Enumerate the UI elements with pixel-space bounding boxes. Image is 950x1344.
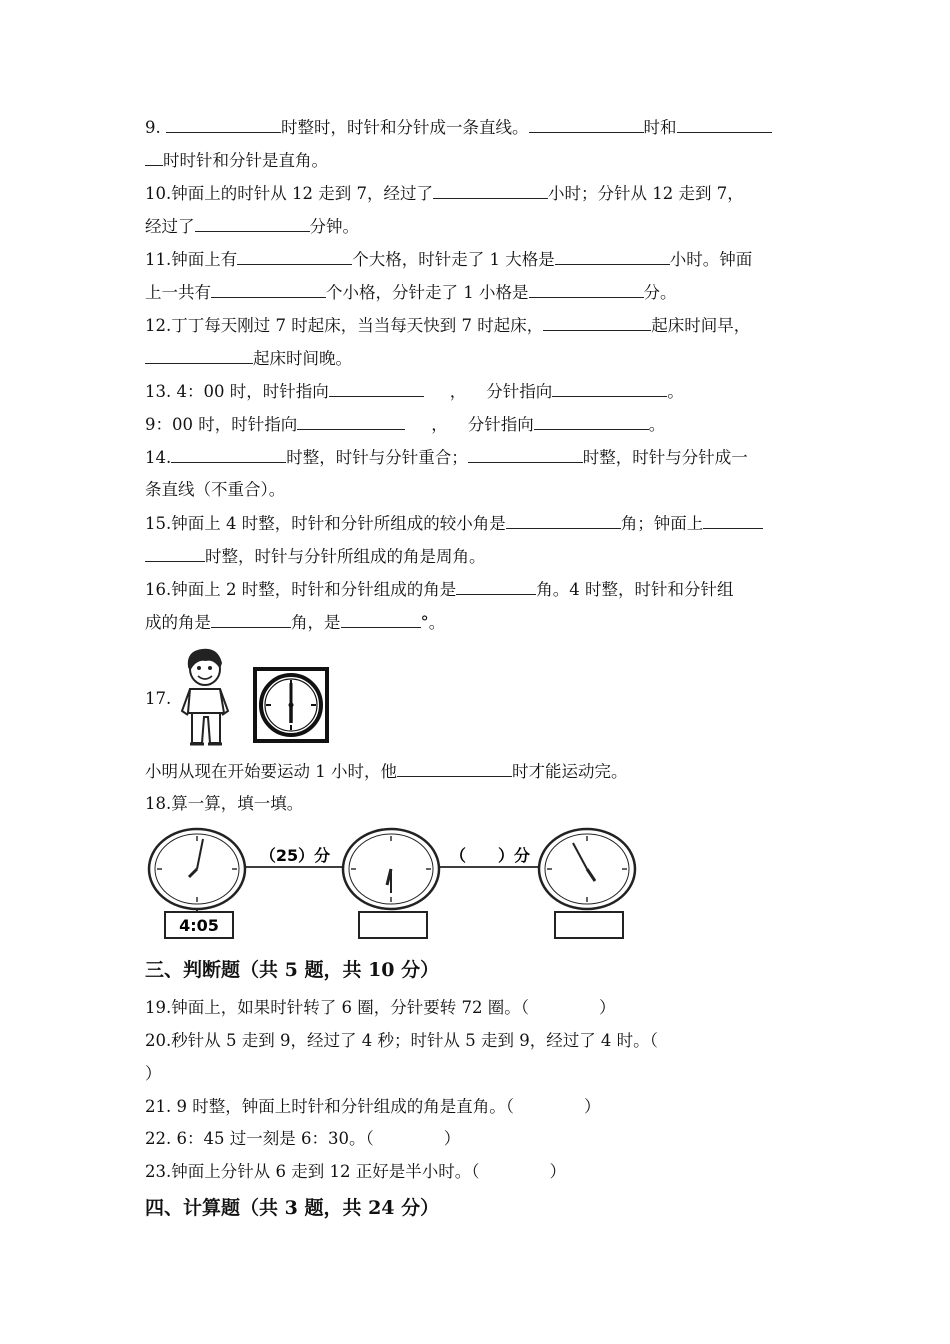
answer-blank[interactable]	[297, 413, 405, 430]
boy-icon	[178, 645, 238, 748]
question-text: 23.钟面上分针从 6 走到 12 正好是半小时。（	[145, 1162, 480, 1181]
paren-close: ）	[583, 1097, 601, 1116]
answer-blank[interactable]	[329, 380, 424, 397]
answer-blank[interactable]	[555, 248, 670, 265]
answer-blank[interactable]	[211, 611, 291, 628]
question-text: 分针指向	[467, 415, 534, 434]
paren-close: ）	[443, 1129, 461, 1148]
question-text: 条直线（不重合）。	[145, 480, 286, 499]
question-11-line-2	[145, 281, 677, 304]
question-text: 21. 9 时整，钟面上时针和分针组成的角是直角。（	[145, 1097, 514, 1116]
answer-blank[interactable]	[237, 248, 352, 265]
question-17-number: 17.	[145, 689, 172, 708]
question-text: 22. 6：45 过一刻是 6：30。（	[145, 1129, 374, 1148]
question-17-line	[145, 760, 628, 783]
question-text: ，	[431, 415, 448, 434]
question-text: 角；钟面上	[620, 514, 704, 533]
interval-label-2: （ ）分	[449, 846, 531, 865]
question-15-line-2	[145, 545, 486, 568]
question-text: 10.钟面上的时针从 12 走到 7，经过了	[145, 184, 433, 203]
question-21	[145, 1096, 600, 1118]
clock-icon	[253, 667, 329, 743]
question-text: 起床时间晚。	[253, 349, 352, 368]
question-10-line-1	[145, 182, 744, 205]
question-9-line-2	[145, 149, 328, 172]
answer-blank[interactable]	[171, 446, 286, 463]
question-text: 20.秒针从 5 走到 9，经过了 4 秒；时针从 5 走到 9，经过了 4 时。（	[145, 1031, 658, 1050]
answer-blank[interactable]	[468, 446, 583, 463]
question-10-line-2	[145, 215, 359, 238]
question-text: 角。4 时整，时针和分针组	[536, 580, 734, 599]
question-19	[145, 997, 615, 1019]
question-text: 14.	[145, 448, 172, 467]
answer-blank[interactable]	[529, 281, 644, 298]
clock-2-icon	[343, 829, 439, 909]
question-20-line-1	[145, 1030, 658, 1052]
time-box-2[interactable]	[359, 912, 427, 938]
question-text: ，	[449, 382, 467, 401]
question-16-line-1	[145, 578, 733, 601]
question-text: 经过了	[145, 217, 195, 236]
paren-close: ）	[549, 1162, 566, 1181]
question-text: 分钟。	[309, 217, 359, 236]
question-11-line-1	[145, 248, 752, 271]
question-9-number: 9.	[145, 118, 161, 137]
question-text: 个小格，分针走了 1 小格是	[326, 283, 529, 302]
section-4-title: 四、计算题（共 3 题，共 24 分）	[145, 1197, 440, 1219]
question-text: °。	[420, 613, 446, 632]
answer-blank[interactable]	[195, 215, 310, 232]
paren-close: ）	[145, 1064, 162, 1083]
question-text: 分针指向	[486, 382, 553, 401]
question-text: 时时针和分针是直角。	[163, 151, 328, 170]
question-text: 时整，时针与分针重合；	[286, 448, 468, 467]
clock-chain-diagram	[145, 825, 645, 945]
answer-blank[interactable]	[145, 149, 163, 166]
clock-1-icon	[149, 829, 245, 912]
question-text: 12.丁丁每天刚过 7 时起床，当当每天快到 7 时起床，	[145, 316, 544, 335]
question-text: 16.钟面上 2 时整，时针和分针组成的角是	[145, 580, 457, 599]
question-text: 9：00 时，时针指向	[145, 415, 298, 434]
question-text: 13. 4：00 时，时针指向	[145, 382, 329, 401]
question-text: 时才能运动完。	[512, 762, 628, 781]
question-14-line-2	[145, 479, 285, 501]
answer-blank[interactable]	[433, 182, 548, 199]
answer-blank[interactable]	[534, 413, 649, 430]
question-22	[145, 1128, 460, 1150]
answer-blank[interactable]	[166, 116, 281, 133]
question-text: 19.钟面上，如果时针转了 6 圈，分针要转 72 圈。（	[145, 998, 529, 1017]
question-18-title: 18.算一算，填一填。	[145, 794, 304, 813]
answer-blank[interactable]	[543, 314, 651, 331]
question-text: 时整，时针与分针所组成的角是周角。	[205, 547, 486, 566]
question-text: 时整，时针与分针成一	[582, 448, 748, 467]
question-text: 分。	[643, 283, 677, 302]
answer-blank[interactable]	[341, 611, 421, 628]
question-14-line-1	[145, 446, 748, 469]
answer-blank[interactable]	[145, 347, 253, 364]
answer-blank[interactable]	[552, 380, 667, 397]
answer-blank[interactable]	[703, 512, 763, 529]
question-12-line-2	[145, 347, 352, 370]
section-3-title: 三、判断题（共 5 题，共 10 分）	[145, 959, 440, 981]
question-text: 起床时间早，	[651, 316, 751, 335]
question-text: 上一共有	[145, 283, 211, 302]
time-box-3[interactable]	[555, 912, 623, 938]
question-text: 15.钟面上 4 时整，时针和分针所组成的较小角是	[145, 514, 506, 533]
answer-blank[interactable]	[529, 116, 644, 133]
paren-close: ）	[598, 998, 616, 1017]
time-box-1-value: 4:05	[179, 916, 219, 935]
answer-blank[interactable]	[211, 281, 326, 298]
question-text: 11.钟面上有	[145, 250, 238, 269]
question-text: 小明从现在开始要运动 1 小时，他	[145, 762, 397, 781]
question-text: 时整时，时针和分针成一条直线。	[281, 118, 529, 137]
question-13-line-2	[145, 413, 665, 436]
answer-blank[interactable]	[397, 760, 512, 777]
question-12-line-1	[145, 314, 750, 337]
question-text: 时和	[643, 118, 677, 137]
question-16-line-2	[145, 611, 445, 634]
question-15-line-1	[145, 512, 763, 535]
question-text: 个大格，时针走了 1 大格是	[352, 250, 555, 269]
answer-blank[interactable]	[506, 512, 621, 529]
interval-label-1: （25）分	[259, 846, 331, 865]
question-text: 。	[667, 382, 684, 401]
clock-3-icon	[539, 829, 635, 909]
question-text: 成的角是	[145, 613, 211, 632]
answer-blank[interactable]	[145, 545, 205, 562]
question-text: 小时；分针从 12 走到 7，	[547, 184, 744, 203]
question-20-line-2	[145, 1063, 162, 1085]
question-9-line-1	[145, 116, 772, 139]
question-text: 。	[648, 415, 666, 434]
question-13-line-1	[145, 380, 684, 403]
answer-blank[interactable]	[456, 578, 536, 595]
question-23	[145, 1161, 566, 1183]
question-text: 角，是	[291, 613, 341, 632]
question-text: 小时。钟面	[669, 250, 753, 269]
answer-blank[interactable]	[677, 116, 772, 133]
